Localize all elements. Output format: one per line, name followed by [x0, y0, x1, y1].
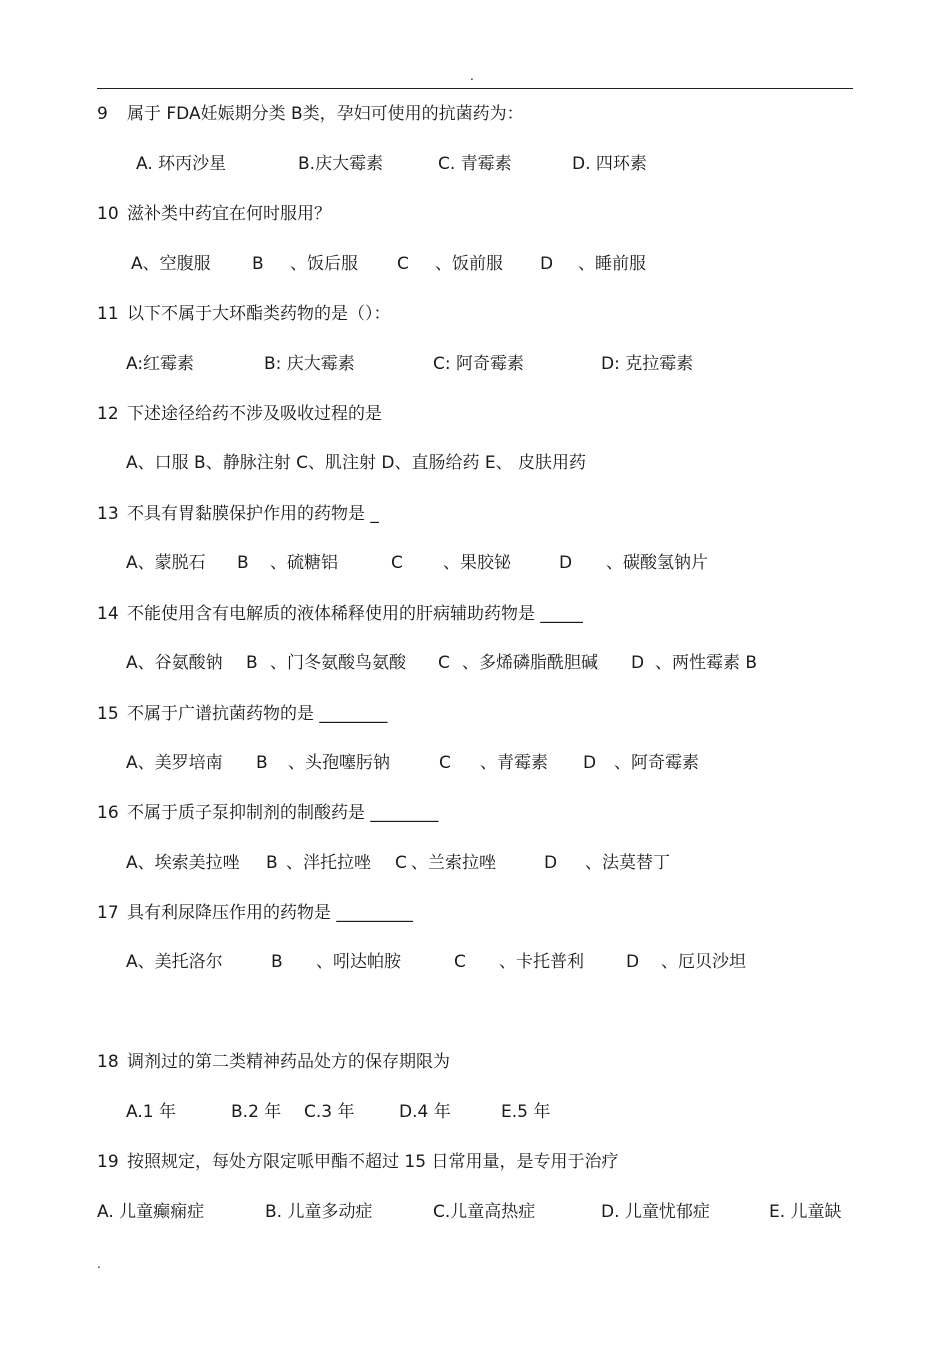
- question-text: 按照规定，每处方限定哌甲酯不超过 15 日常用量，是专用于治疗: [127, 1152, 619, 1172]
- option: 、法莫替丁: [585, 853, 670, 873]
- option: A、谷氨酸钠: [126, 653, 223, 673]
- option: A、美托洛尔: [126, 952, 223, 972]
- option: C: [438, 653, 450, 673]
- option: 、多烯磷脂酰胆碱: [462, 653, 598, 673]
- option: 、卡托普利: [499, 952, 584, 972]
- option: A、空腹服: [131, 254, 211, 274]
- question-text: 属于 FDA妊娠期分类 B类，孕妇可使用的抗菌药为：: [127, 104, 524, 124]
- option: D. 儿童忧郁症: [601, 1202, 710, 1222]
- question-17: [97, 902, 413, 924]
- question-text: 不具有胃黏膜保护作用的药物是 _: [127, 504, 379, 524]
- question-18: [97, 1051, 450, 1073]
- question-13: [97, 503, 379, 525]
- option: 、睡前服: [578, 254, 646, 274]
- question-number: 10: [97, 204, 119, 224]
- option: C: [439, 753, 451, 773]
- option: A.1 年: [126, 1102, 176, 1122]
- option: A、美罗培南: [126, 753, 223, 773]
- option: C.3 年: [304, 1102, 355, 1122]
- option: 、门冬氨酸鸟氨酸: [270, 653, 406, 673]
- option: 、头孢噻肟钠: [288, 753, 390, 773]
- question-number: 19: [97, 1152, 119, 1172]
- question-number: 15: [97, 704, 119, 724]
- question-9: [97, 103, 524, 125]
- question-text: 具有利尿降压作用的药物是 _________: [127, 903, 413, 923]
- option: A、口服 B、静脉注射 C、肌注射 D、直肠给药 E、 皮肤用药: [126, 453, 587, 473]
- question-16: [97, 802, 438, 824]
- option: 、厄贝沙坦: [661, 952, 746, 972]
- header-rule: [97, 88, 853, 89]
- option: D: [626, 952, 640, 972]
- option: A、埃索美拉唑: [126, 853, 240, 873]
- option: D: [540, 254, 554, 274]
- question-12: [97, 403, 382, 425]
- option: B: [252, 254, 264, 274]
- option: B: [271, 952, 283, 972]
- option: E. 儿童缺: [769, 1202, 842, 1222]
- option: C: [454, 952, 466, 972]
- option: 、两性霉素 B: [655, 653, 758, 673]
- option: B: 庆大霉素: [264, 354, 355, 374]
- option: 、硫糖铝: [270, 553, 338, 573]
- question-number: 18: [97, 1052, 119, 1072]
- option: 、果胶铋: [443, 553, 511, 573]
- question-text: 滋补类中药宜在何时服用？: [127, 204, 331, 224]
- option: 、阿奇霉素: [614, 753, 699, 773]
- question-number: 9: [97, 104, 108, 124]
- header-mark: .: [470, 69, 474, 83]
- question-number: 13: [97, 504, 119, 524]
- option: B.庆大霉素: [298, 154, 384, 174]
- question-15: [97, 703, 387, 725]
- option: B: [256, 753, 268, 773]
- option: 、饭后服: [290, 254, 358, 274]
- question-number: 17: [97, 903, 119, 923]
- option: 、碳酸氢钠片: [606, 553, 708, 573]
- option: C: [391, 553, 403, 573]
- question-11: [97, 303, 391, 325]
- option: C: [395, 853, 407, 873]
- option: 、饭前服: [435, 254, 503, 274]
- question-text: 不属于质子泵抑制剂的制酸药是 ________: [127, 803, 439, 823]
- question-text: 调剂过的第二类精神药品处方的保存期限为: [127, 1052, 450, 1072]
- option: 、青霉素: [480, 753, 548, 773]
- option: D: [583, 753, 597, 773]
- option: D: [559, 553, 573, 573]
- question-number: 16: [97, 803, 119, 823]
- option: A、蒙脱石: [126, 553, 206, 573]
- footer-mark: .: [97, 1257, 101, 1271]
- question-19: [97, 1151, 618, 1173]
- option: A. 环丙沙星: [136, 154, 227, 174]
- option: 、泮托拉唑: [286, 853, 371, 873]
- option: E.5 年: [501, 1102, 551, 1122]
- option: C. 青霉素: [438, 154, 512, 174]
- option: D: [631, 653, 645, 673]
- option: B: [237, 553, 249, 573]
- option: B.2 年: [231, 1102, 282, 1122]
- option: D.4 年: [399, 1102, 451, 1122]
- option: 、兰索拉唑: [411, 853, 496, 873]
- question-text: 不能使用含有电解质的液体稀释使用的肝病辅助药物是 _____: [127, 604, 583, 624]
- option: C: [397, 254, 409, 274]
- question-number: 12: [97, 404, 119, 424]
- option: D: 克拉霉素: [601, 354, 694, 374]
- question-text: 下述途径给药不涉及吸收过程的是: [127, 404, 382, 424]
- option: D. 四环素: [572, 154, 647, 174]
- question-14: [97, 603, 583, 625]
- question-text: 以下不属于大环酯类药物的是（）：: [127, 304, 391, 324]
- option: A:红霉素: [126, 354, 195, 374]
- option: C.儿童高热症: [433, 1202, 536, 1222]
- option: B. 儿童多动症: [265, 1202, 373, 1222]
- option: A. 儿童癫痫症: [97, 1202, 205, 1222]
- question-number: 11: [97, 304, 119, 324]
- option: D: [544, 853, 558, 873]
- option: C: 阿奇霉素: [433, 354, 525, 374]
- option: 、吲达帕胺: [316, 952, 401, 972]
- option: B: [246, 653, 258, 673]
- question-10: [97, 203, 331, 225]
- option: B: [266, 853, 278, 873]
- question-number: 14: [97, 604, 119, 624]
- question-text: 不属于广谱抗菌药物的是 ________: [127, 704, 388, 724]
